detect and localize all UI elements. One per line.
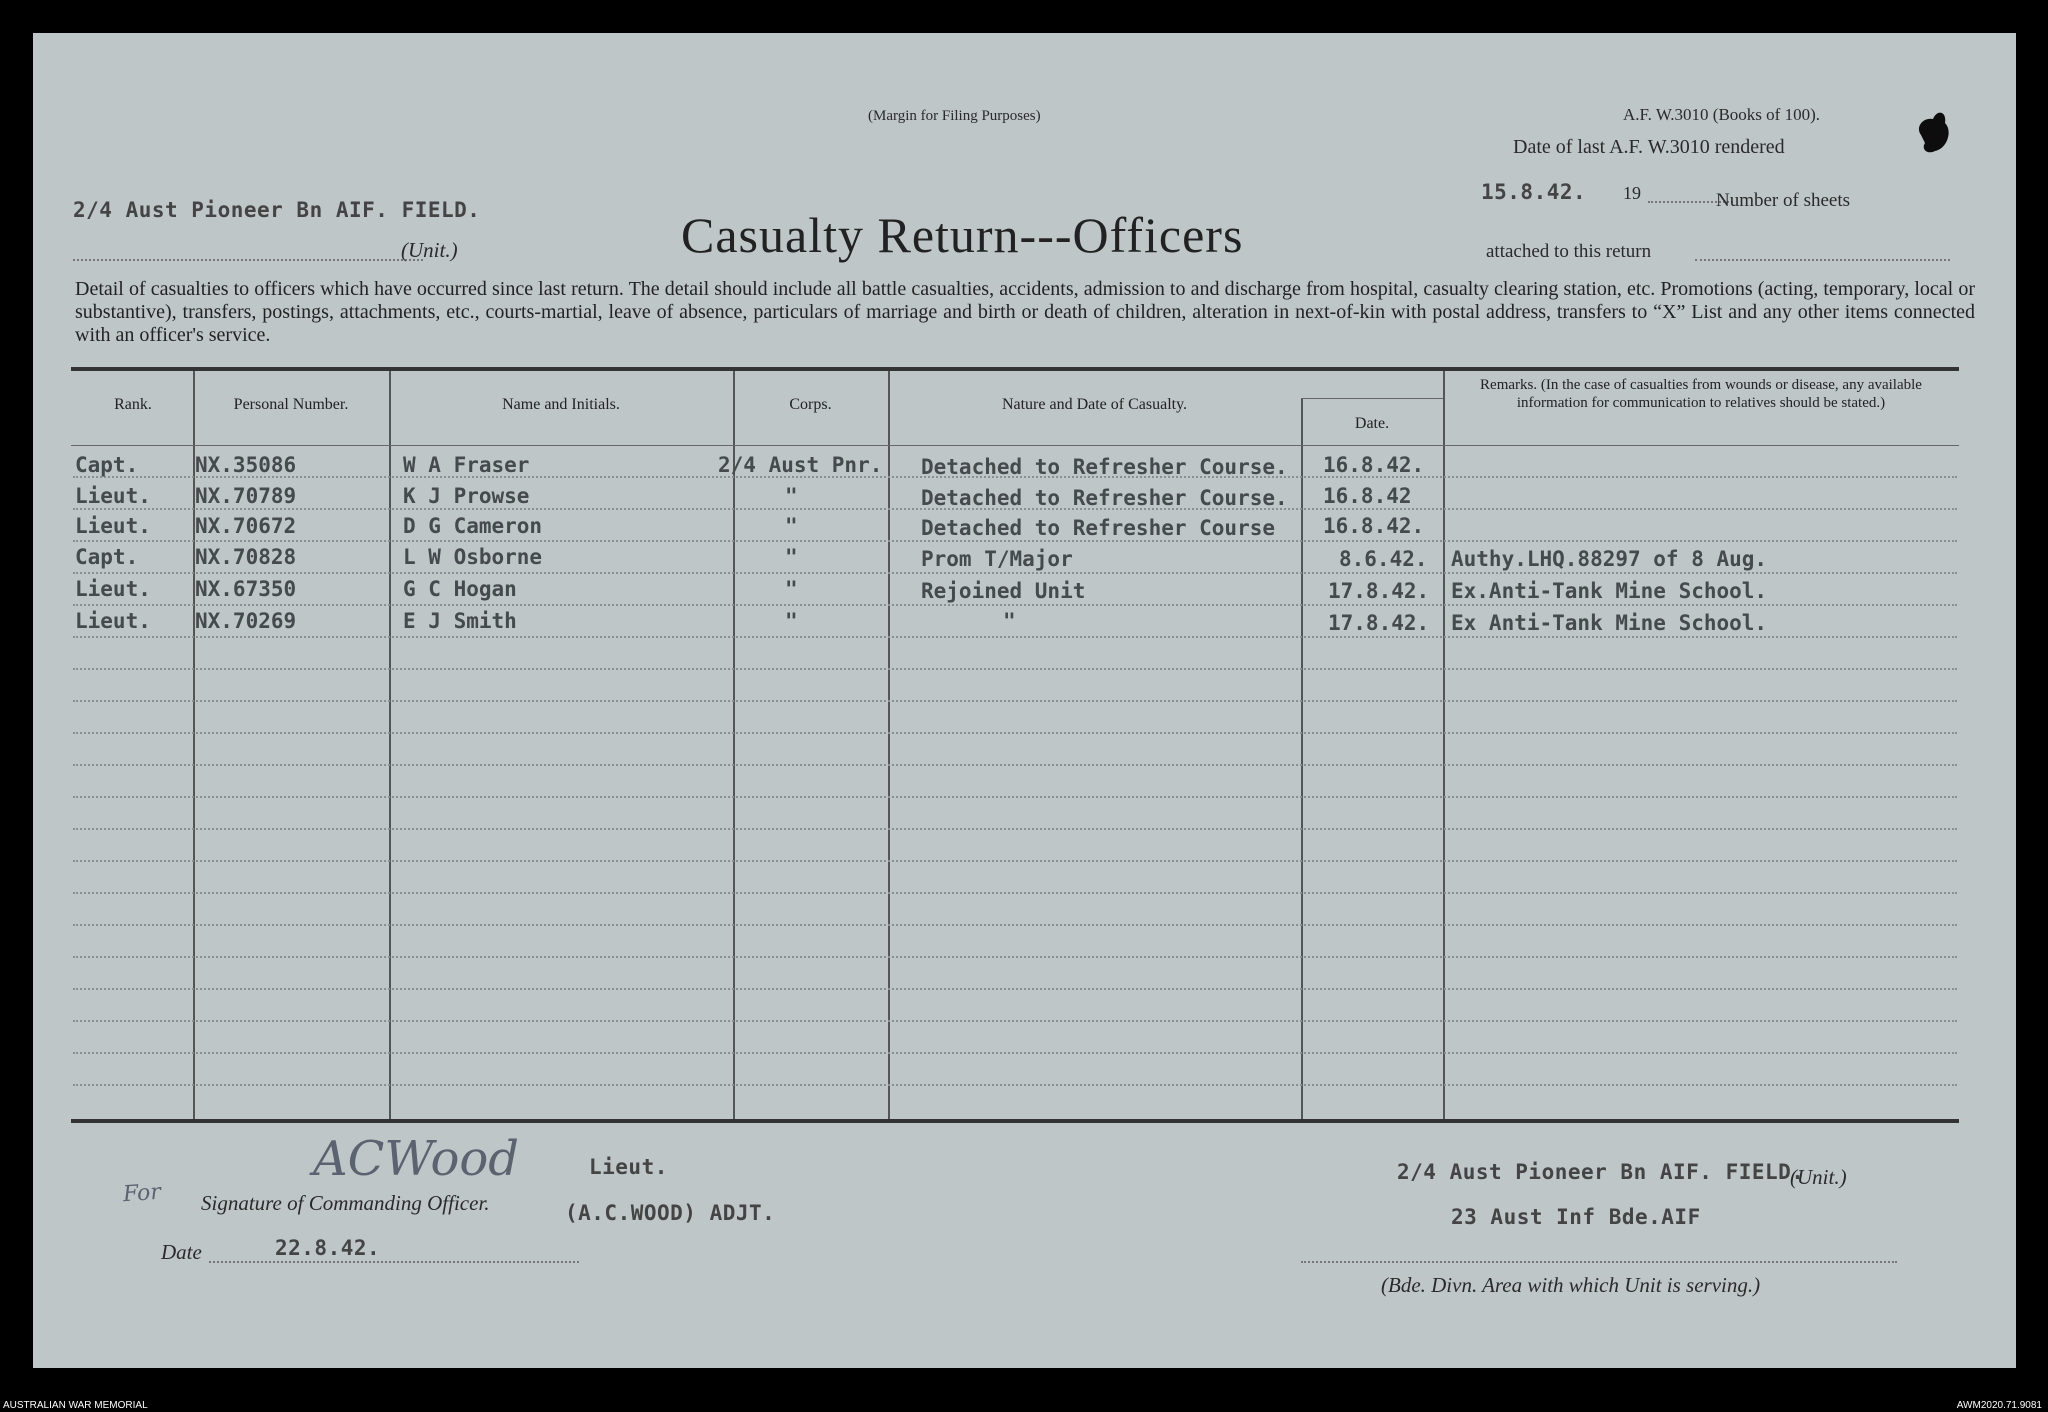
- cell-number: NX.70789: [195, 484, 297, 508]
- cell-rank: Capt.: [75, 545, 139, 569]
- sheets-label: Number of sheets: [1716, 190, 1851, 211]
- footer-bar: [0, 1368, 2048, 1412]
- footer-unit-value: 2/4 Aust Pioneer Bn AIF. FIELD.: [1397, 1160, 1805, 1184]
- cell-corps: ": [785, 609, 798, 633]
- page-title: Casualty Return---Officers: [681, 207, 1244, 263]
- cell-date: 16.8.42: [1323, 484, 1412, 508]
- cell-name: L W Osborne: [403, 545, 543, 569]
- brigade-label: (Bde. Divn. Area with which Unit is serving.): [1381, 1273, 1761, 1297]
- officer-rank: Lieut.: [589, 1155, 668, 1179]
- credit-right: AWM2020.71.9081: [1956, 1400, 2042, 1411]
- col-corps: Corps.: [789, 396, 832, 413]
- cell-remarks: Ex Anti-Tank Mine School.: [1451, 611, 1768, 635]
- unit-value: 2/4 Aust Pioneer Bn AIF. FIELD.: [73, 198, 481, 222]
- cell-number: NX.70672: [195, 514, 297, 538]
- last-return-date: 15.8.42.: [1481, 180, 1587, 204]
- cell-name: E J Smith: [403, 609, 517, 633]
- col-name: Name and Initials.: [502, 396, 620, 413]
- cell-nature: Detached to Refresher Course.: [921, 455, 1288, 479]
- cell-nature: Detached to Refresher Course.: [921, 486, 1288, 510]
- cell-corps: ": [785, 514, 798, 538]
- col-rank: Rank.: [114, 396, 152, 413]
- col-personal-number: Personal Number.: [233, 396, 349, 413]
- form-sheet: [33, 33, 2016, 1368]
- cell-date: 17.8.42.: [1328, 579, 1430, 603]
- cell-date: 8.6.42.: [1339, 547, 1428, 571]
- cell-corps: ": [785, 577, 798, 601]
- cell-rank: Lieut.: [75, 484, 151, 508]
- col-remarks: Remarks. (In the case of casualties from wounds or disease, any available information for communication to relatives should be stated.): [1480, 377, 1922, 411]
- cell-remarks: Authy.LHQ.88297 of 8 Aug.: [1451, 547, 1768, 571]
- cell-name: G C Hogan: [403, 577, 517, 601]
- for-label: For: [122, 1179, 162, 1208]
- detail-text: Detail of casualties to officers which have occurred since last return. The detail should include all battle casualties, accidents, admission to and discharge from hospital, casualty clearing station, etc. Promotions (acting, temporary, local or substantive), transfers, postings, attachments, etc., courts-martial, leave of absence, particulars of marriage and birth or death of children, alteration in next-of-kin with postal address, transfers to “X” List and any other items connected with an officer's service.: [75, 278, 1975, 346]
- margin-note: (Margin for Filing Purposes): [868, 108, 1041, 124]
- cell-nature: Detached to Refresher Course: [921, 516, 1276, 540]
- ink-blot: [1913, 105, 1953, 160]
- date-label: Date: [161, 1240, 202, 1264]
- cell-rank: Lieut.: [75, 514, 151, 538]
- cell-name: W A Fraser: [403, 453, 530, 477]
- cell-corps: 2/4 Aust Pnr.: [718, 453, 883, 477]
- date-value: 22.8.42.: [275, 1236, 381, 1260]
- cell-date: 16.8.42.: [1323, 514, 1425, 538]
- cell-nature: Rejoined Unit: [921, 579, 1086, 603]
- cell-corps: ": [785, 545, 798, 569]
- form-number: A.F. W.3010 (Books of 100).: [1623, 105, 1820, 124]
- cell-nature: Prom T/Major: [921, 547, 1073, 571]
- cell-name: D G Cameron: [403, 514, 543, 538]
- col-date: Date.: [1354, 415, 1390, 432]
- attached-label: attached to this return: [1486, 241, 1652, 262]
- cell-name: K J Prowse: [403, 484, 530, 508]
- cell-number: NX.70828: [195, 545, 297, 569]
- cell-number: NX.67350: [195, 577, 297, 601]
- cell-rank: Lieut.: [75, 609, 151, 633]
- cell-number: NX.70269: [195, 609, 297, 633]
- cell-rank: Capt.: [75, 453, 139, 477]
- signature: ACWood: [313, 1131, 519, 1187]
- credit-left: AUSTRALIAN WAR MEMORIAL: [3, 1400, 148, 1411]
- cell-date: 16.8.42.: [1323, 453, 1425, 477]
- cell-date: 17.8.42.: [1328, 611, 1430, 635]
- cell-number: NX.35086: [195, 453, 297, 477]
- cell-rank: Lieut.: [75, 577, 151, 601]
- cell-remarks: Ex.Anti-Tank Mine School.: [1451, 579, 1768, 603]
- cell-corps: ": [785, 484, 798, 508]
- last-return-label: Date of last A.F. W.3010 rendered: [1513, 136, 1785, 158]
- cell-nature: ": [1003, 609, 1016, 633]
- signature-label: Signature of Commanding Officer.: [201, 1191, 490, 1215]
- unit-label: (Unit.): [401, 238, 458, 262]
- footer-unit-label: (Unit.): [1790, 1165, 1847, 1189]
- col-nature: Nature and Date of Casualty.: [1001, 396, 1188, 413]
- year-prefix: 19: [1623, 183, 1641, 203]
- brigade-value: 23 Aust Inf Bde.AIF: [1451, 1205, 1701, 1229]
- officer-name: (A.C.WOOD) ADJT.: [565, 1201, 776, 1225]
